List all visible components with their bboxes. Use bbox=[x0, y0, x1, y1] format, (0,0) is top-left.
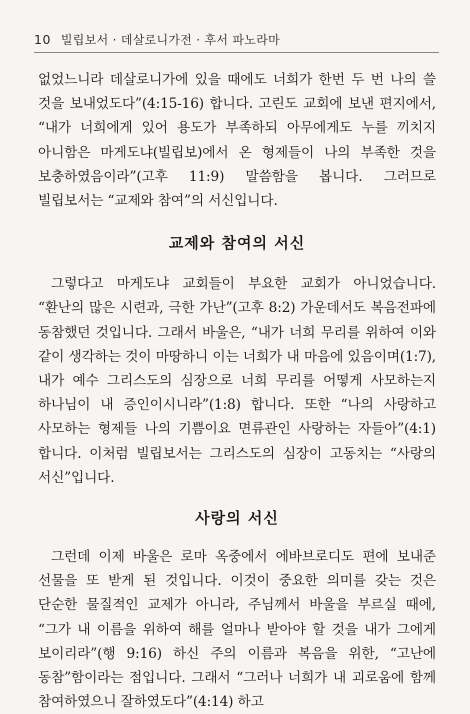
page-number: 10 bbox=[34, 32, 51, 47]
paragraph-continuation: 없었느니라 데살로니가에 있을 때에도 너희가 한번 두 번 나의 쓸 것을 보내었도다”(4:15-16) 합니다. 고린도 교회에 보낸 편지에서, “내가 너희에게 있어 용도가 부족하되 아무에게도 누를 끼치지 아니함은 마게도냐(빌립보)에서 온 형제들이 나의 부족한 것을 보충하였음이라”(고후 11:9) 말씀함을 봅니다. 그러므로 빌립보서는 “교제와 참여”의 서신입니다. bbox=[38, 72, 436, 210]
running-head bbox=[34, 31, 434, 51]
paragraph-macedonian-churches: 그렇다고 마게도냐 교회들이 부요한 교회가 아니었습니다. “환난의 많은 시련과, 극한 가난”(고후 8:2) 가운데서도 복음전파에 동참했던 것입니다. 그래서 바울은, “내가 너희 무리를 위하여 이와 같이 생각하는 것이 마땅하니 이는 너희가 내 마음에 있음이며(1:7), 내가 예수 그리스도의 심장으로 너희 무리를 어떻게 사모하는지 하나님이 내 증인이시니라”(1:8) 합니다. 또한 “나의 사랑하고 사모하는 형제들 나의 기쁨이요 면류관인 사랑하는 자들아”(4:1) 합니다. 이처럼 빌립보서는 그리스도의 심장이 고동치는 “사랑의 서신”입니다. bbox=[38, 276, 436, 486]
page-body bbox=[38, 68, 436, 714]
section-heading-love: 사랑의 서신 bbox=[195, 509, 279, 528]
running-head-title: 빌립보서 · 데살로니가전 · 후서 파노라마 bbox=[60, 33, 280, 47]
paragraph-paul-in-prison: 그런데 이제 바울은 로마 옥중에서 에바브로디도 편에 보내준 선물을 또 받게 된 것입니다. 이것이 중요한 의미를 갖는 것은 단순한 물질적인 교제가 아니라, 주님께서 바울을 부르실 때에, “그가 내 이름을 위하여 해를 얼마나 받아야 할 것을 내가 그에게 보이리라”(행 9:16) 하신 주의 이름과 복음을 위한, “고난에 동참”함이라는 점입니다. 그래서 “그러나 너희가 내 괴로움에 함께 참여하였으니 잘하였도다”(4:14) 하고 bbox=[38, 549, 436, 711]
section-heading-fellowship: 교제와 참여의 서신 bbox=[168, 234, 306, 253]
header-rule bbox=[34, 52, 439, 53]
